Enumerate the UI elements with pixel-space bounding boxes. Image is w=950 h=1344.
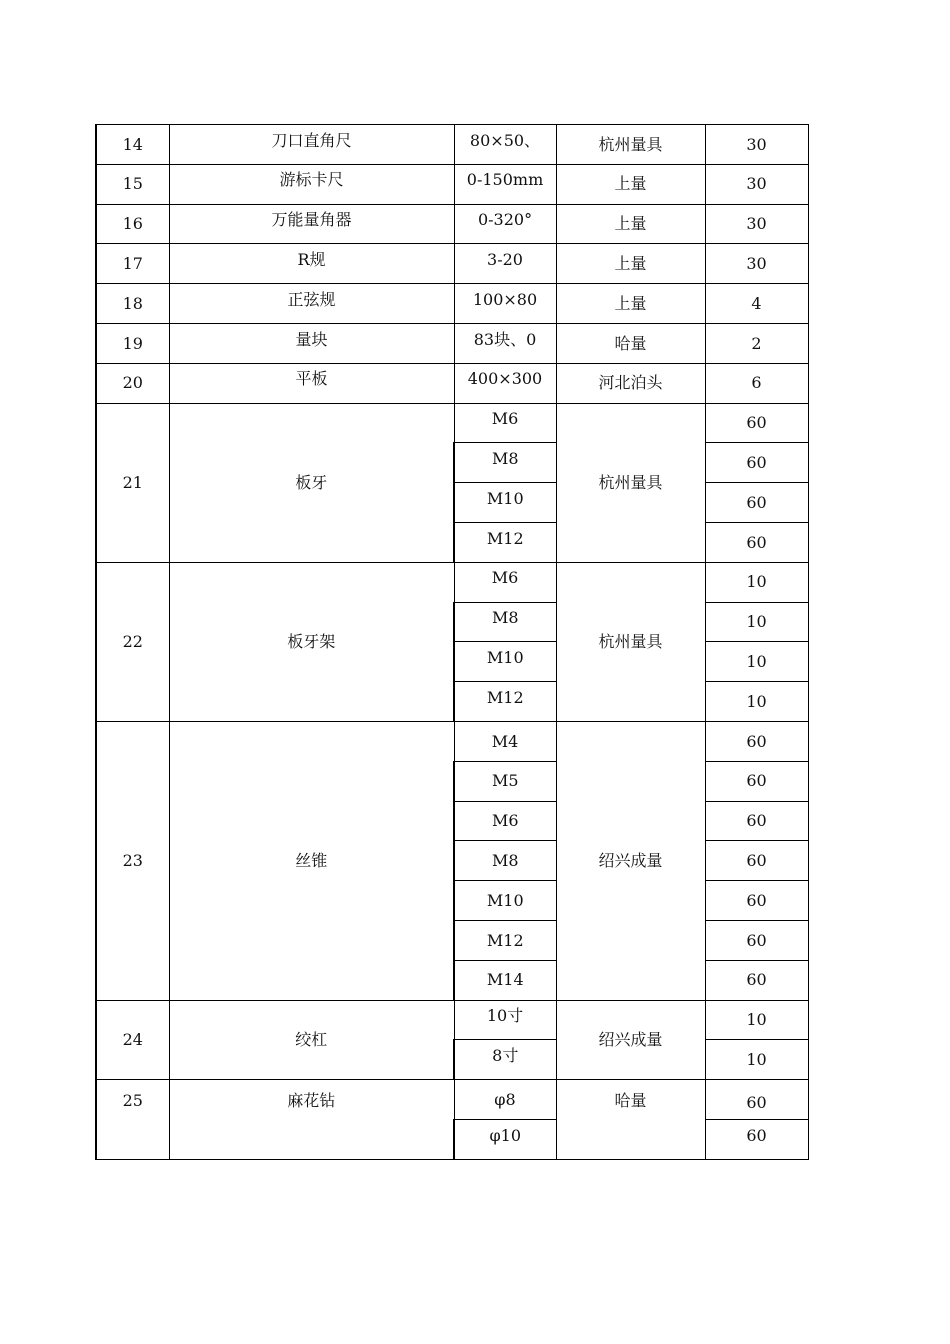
- item-qty: 6: [705, 363, 808, 403]
- item-spec: M12: [454, 522, 556, 562]
- item-qty: 60: [705, 1119, 808, 1159]
- item-spec: M10: [454, 881, 556, 921]
- item-name: 正弦规: [169, 284, 454, 324]
- item-spec: 0-320°: [454, 204, 556, 244]
- item-name: 平板: [169, 363, 454, 403]
- item-number: 20: [96, 363, 169, 403]
- item-spec: M5: [454, 761, 556, 801]
- item-spec: M8: [454, 841, 556, 881]
- item-maker: 上量: [556, 284, 705, 324]
- item-spec: M10: [454, 642, 556, 682]
- item-number: 23: [96, 721, 169, 1000]
- item-number: 24: [96, 1000, 169, 1080]
- item-spec: M14: [454, 960, 556, 1000]
- item-number: 15: [96, 164, 169, 204]
- item-spec: M6: [454, 562, 556, 602]
- item-name: 量块: [169, 323, 454, 363]
- item-qty: 30: [705, 164, 808, 204]
- item-qty: 4: [705, 284, 808, 324]
- item-maker: 绍兴成量: [556, 1000, 705, 1080]
- item-maker: 杭州量具: [556, 403, 705, 562]
- table-row: [96, 1080, 808, 1120]
- item-spec: 10寸: [454, 1000, 556, 1040]
- table-row: [96, 1000, 808, 1040]
- table-row: [96, 363, 808, 403]
- item-qty: 60: [705, 920, 808, 960]
- item-spec: 400×300: [454, 363, 556, 403]
- item-name: 丝锥: [169, 721, 454, 1000]
- item-spec: 80×50、: [454, 125, 556, 165]
- item-number: 18: [96, 284, 169, 324]
- table-row: [96, 204, 808, 244]
- item-spec: M6: [454, 801, 556, 841]
- item-qty: 60: [705, 960, 808, 1000]
- item-maker: 上量: [556, 244, 705, 284]
- table-row: [96, 164, 808, 204]
- item-number: 25: [96, 1080, 169, 1160]
- item-qty: 10: [705, 682, 808, 722]
- item-maker: 杭州量具: [556, 125, 705, 165]
- item-maker: 上量: [556, 204, 705, 244]
- item-qty: 10: [705, 1000, 808, 1040]
- item-name: 绞杠: [169, 1000, 454, 1080]
- item-spec: M10: [454, 483, 556, 523]
- item-spec: φ10: [454, 1119, 556, 1159]
- item-qty: 60: [705, 801, 808, 841]
- item-qty: 60: [705, 483, 808, 523]
- item-number: 19: [96, 323, 169, 363]
- item-spec: M8: [454, 443, 556, 483]
- item-name: 刀口直角尺: [169, 125, 454, 165]
- item-name: 板牙架: [169, 562, 454, 721]
- table-row: [96, 403, 808, 443]
- item-qty: 10: [705, 602, 808, 642]
- item-qty: 10: [705, 1040, 808, 1080]
- item-qty: 60: [705, 403, 808, 443]
- table-row: [96, 323, 808, 363]
- item-maker: 绍兴成量: [556, 721, 705, 1000]
- item-name: 万能量角器: [169, 204, 454, 244]
- item-spec: M6: [454, 403, 556, 443]
- item-qty: 30: [705, 125, 808, 165]
- item-name: 麻花钻: [169, 1080, 454, 1160]
- table-row: [96, 244, 808, 284]
- table-row: [96, 721, 808, 761]
- item-maker: 哈量: [556, 323, 705, 363]
- item-spec: M8: [454, 602, 556, 642]
- item-qty: 2: [705, 323, 808, 363]
- item-name: 板牙: [169, 403, 454, 562]
- item-qty: 60: [705, 841, 808, 881]
- table-row: [96, 562, 808, 602]
- item-name: R规: [169, 244, 454, 284]
- item-qty: 60: [705, 761, 808, 801]
- item-spec: 0-150mm: [454, 164, 556, 204]
- item-name: 游标卡尺: [169, 164, 454, 204]
- item-qty: 10: [705, 562, 808, 602]
- item-spec: M4: [454, 721, 556, 761]
- item-spec: 100×80: [454, 284, 556, 324]
- item-number: 17: [96, 244, 169, 284]
- item-number: 22: [96, 562, 169, 721]
- item-number: 14: [96, 125, 169, 165]
- item-qty: 60: [705, 522, 808, 562]
- item-spec: M12: [454, 682, 556, 722]
- item-qty: 30: [705, 244, 808, 284]
- item-spec: φ8: [454, 1080, 556, 1120]
- table-row: [96, 125, 808, 165]
- item-spec: M12: [454, 920, 556, 960]
- item-qty: 60: [705, 881, 808, 921]
- item-number: 16: [96, 204, 169, 244]
- table-row: [96, 284, 808, 324]
- item-maker: 哈量: [556, 1080, 705, 1160]
- equipment-table: [95, 124, 809, 1160]
- item-qty: 30: [705, 204, 808, 244]
- item-maker: 杭州量具: [556, 562, 705, 721]
- item-qty: 10: [705, 642, 808, 682]
- item-spec: 3-20: [454, 244, 556, 284]
- item-qty: 60: [705, 1080, 808, 1120]
- item-number: 21: [96, 403, 169, 562]
- item-qty: 60: [705, 721, 808, 761]
- item-spec: 8寸: [454, 1040, 556, 1080]
- item-maker: 河北泊头: [556, 363, 705, 403]
- item-spec: 83块、0: [454, 323, 556, 363]
- item-qty: 60: [705, 443, 808, 483]
- item-maker: 上量: [556, 164, 705, 204]
